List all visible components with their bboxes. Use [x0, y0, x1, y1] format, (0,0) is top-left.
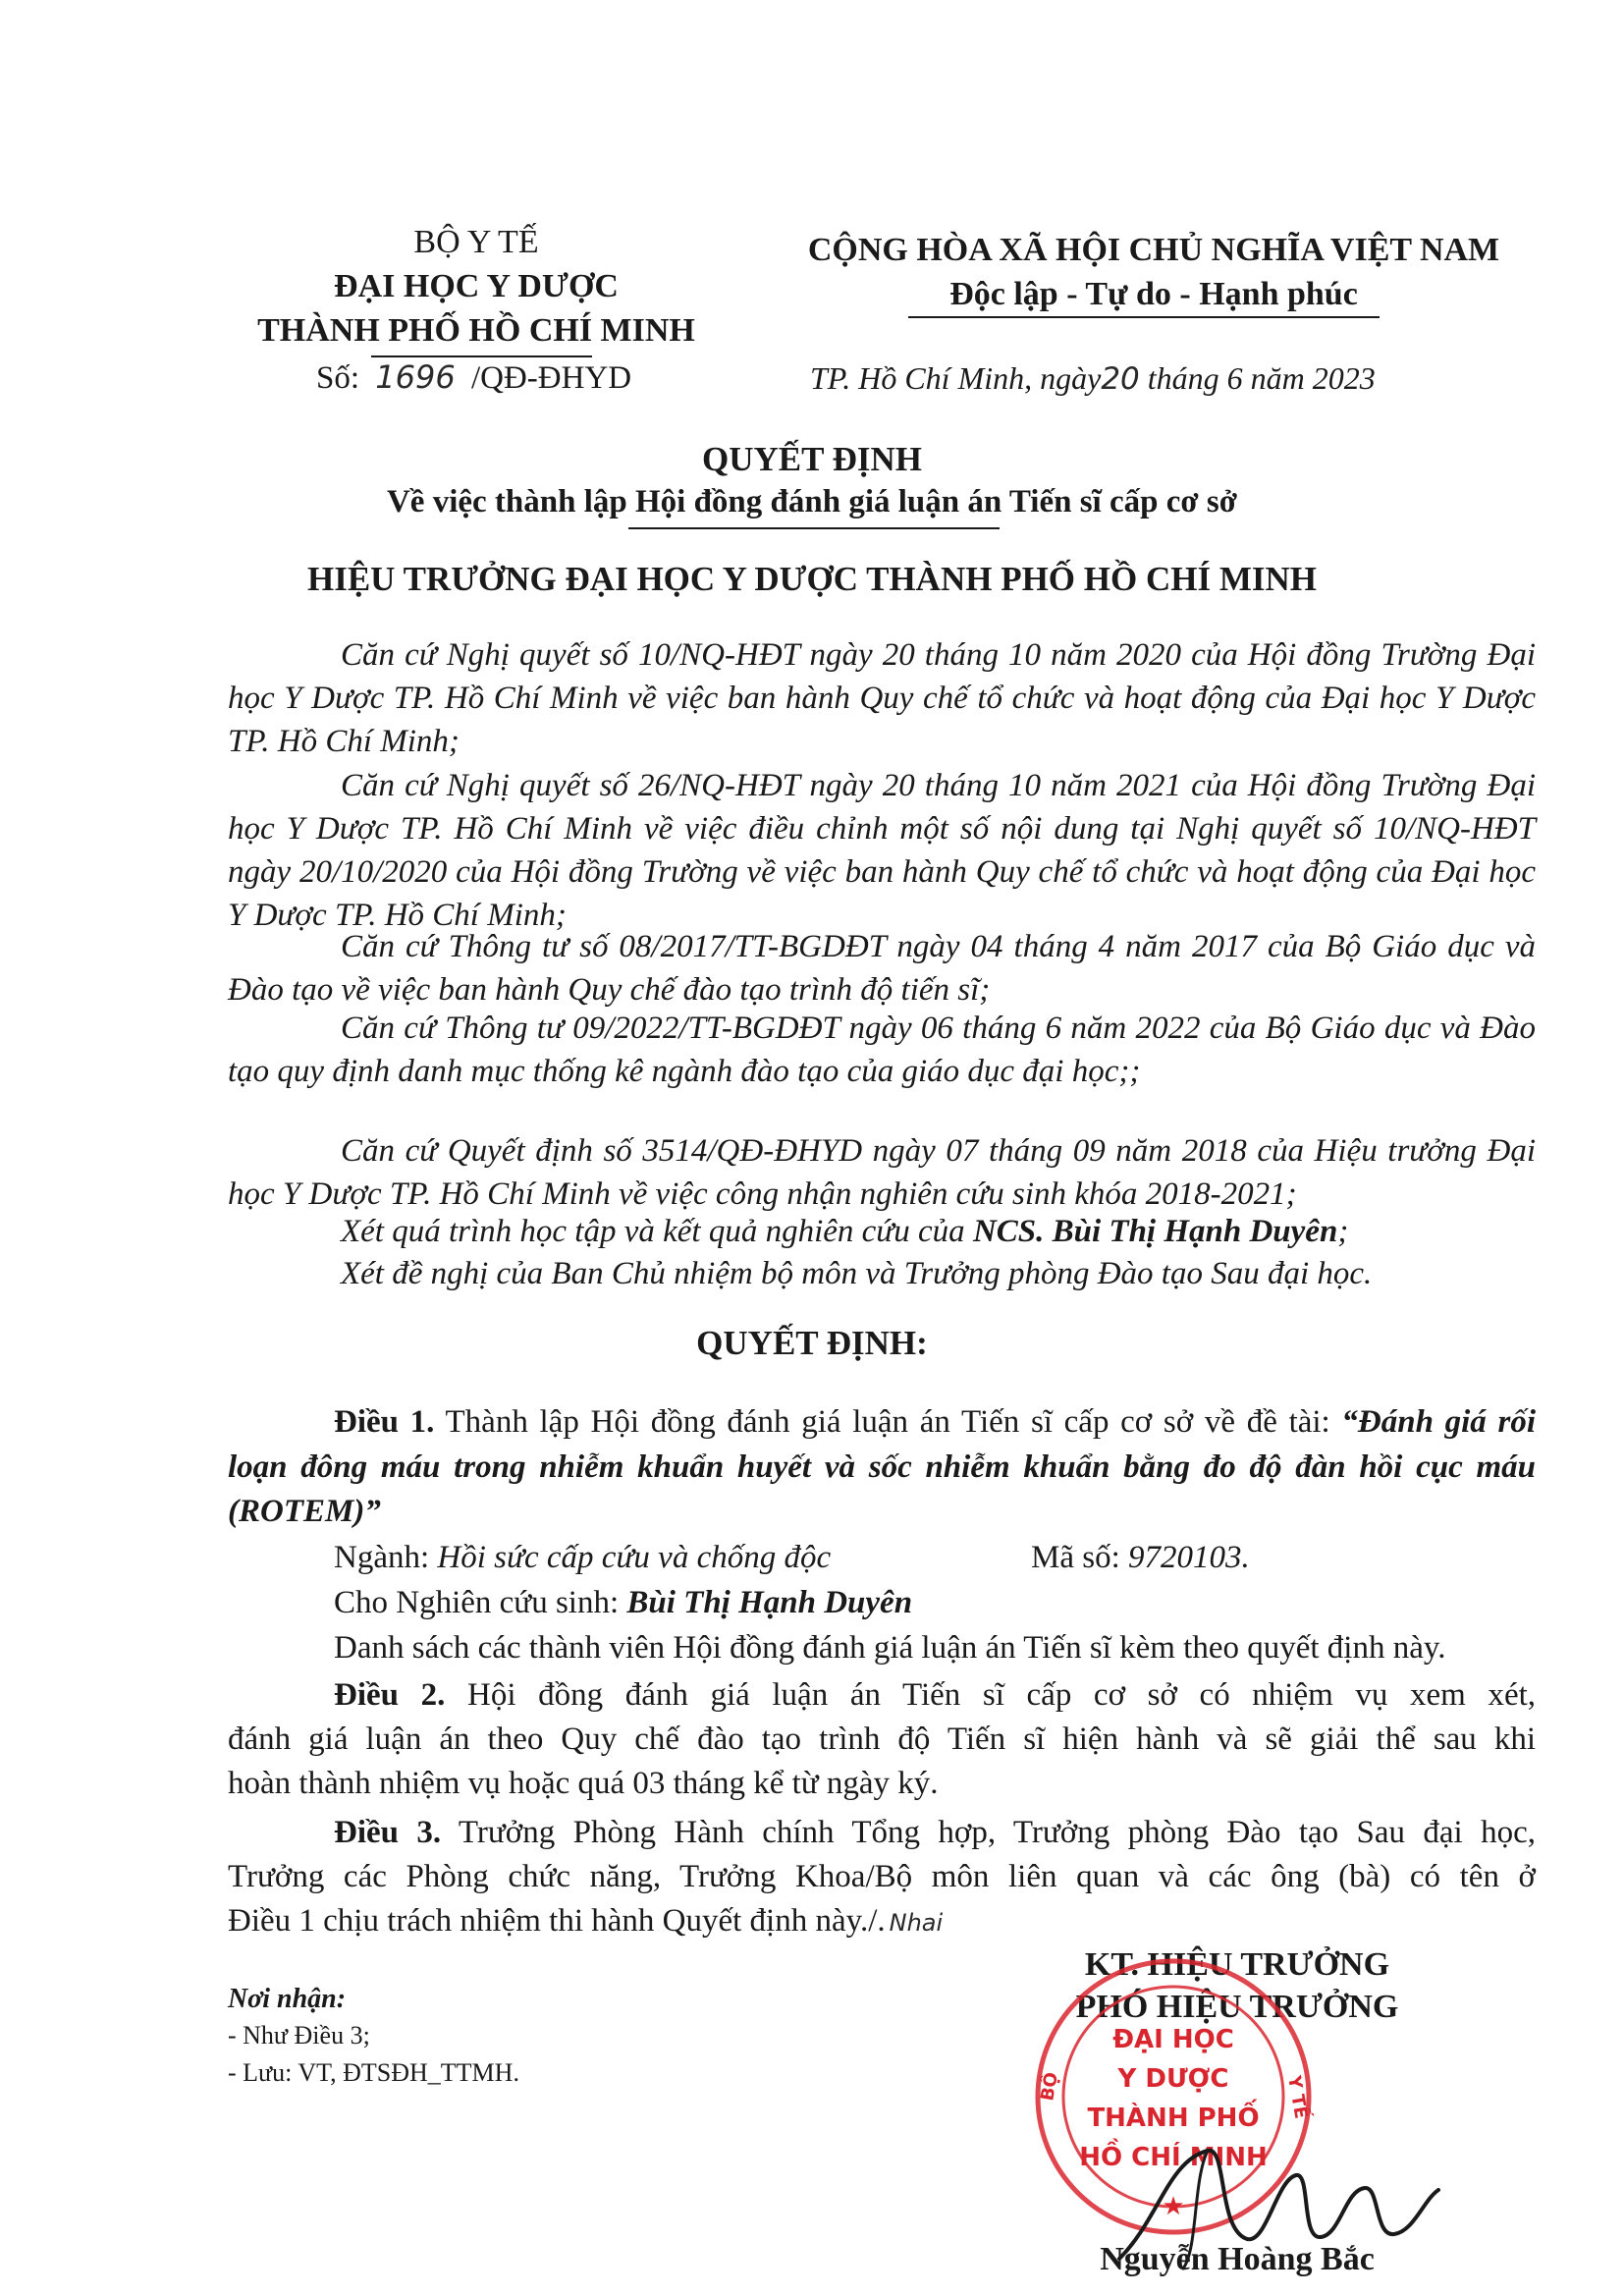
- candidate-name: NCS. Bùi Thị Hạnh Duyên: [972, 1214, 1338, 1249]
- article-3-line1: Điều 3. Trưởng Phòng Hành chính Tổng hợp, Trưởng phòng Đào tạo Sau đại học,: [334, 1815, 1537, 1850]
- university-name-line1: ĐẠI HỌC Y DƯỢC: [334, 268, 619, 304]
- legal-basis-2: Căn cứ Nghị quyết số 26/NQ-HĐT ngày 20 tháng 10 năm 2021 của Hội đồng Trường Đại học Y Dược TP. Hồ Chí Minh về việc điều chỉnh một số nội dung tại Nghị quyết số 10/NQ-HĐT ngày 20/10/2020 của Hội đồng Trường về việc ban hành Quy chế tổ chức và hoạt động của Đại học Y Dược TP. Hồ Chí Minh;: [228, 768, 1536, 933]
- issue-date: [810, 360, 1376, 397]
- document-subject: Về việc thành lập Hội đồng đánh giá luận án Tiến sĩ cấp cơ sở: [386, 484, 1238, 519]
- recipient-item: - Lưu: VT, ĐTSĐH_TTMH.: [228, 2058, 519, 2087]
- seal-right-arc: Y TẾ: [1283, 2074, 1312, 2121]
- seal-left-arc: BỘ: [1037, 2070, 1062, 2103]
- number-handwritten: 1696: [375, 358, 456, 396]
- thesis-topic-line2: loạn đông máu trong nhiễm khuẩn huyết và sốc nhiễm khuẩn bằng đo độ đàn hồi cục máu: [228, 1449, 1536, 1485]
- seal-text-line2: Y DƯỢC: [1117, 2064, 1229, 2094]
- article-2-line1: Điều 2. Hội đồng đánh giá luận án Tiến sĩ cấp cơ sở có nhiệm vụ xem xét,: [334, 1677, 1537, 1713]
- student-name: Bùi Thị Hạnh Duyên: [626, 1585, 913, 1620]
- national-motto: Độc lập - Tự do - Hạnh phúc: [949, 276, 1358, 312]
- ministry-name: BỘ Y TẾ: [413, 224, 539, 260]
- article-2-label: Điều 2.: [334, 1677, 446, 1713]
- student-field: Cho Nghiên cứu sinh: Bùi Thị Hạnh Duyên: [334, 1585, 913, 1620]
- recipient-item: - Như Điều 3;: [228, 2021, 370, 2050]
- article-3-line2: Trưởng các Phòng chức năng, Trưởng Khoa/Bộ môn liên quan và các ông (bà) có tên ở: [228, 1859, 1536, 1894]
- consideration-2: Xét đề nghị của Ban Chủ nhiệm bộ môn và Trưởng phòng Đào tạo Sau đại học.: [341, 1256, 1373, 1291]
- number-suffix: /QĐ-ĐHYD: [470, 360, 632, 396]
- decision-number: [316, 358, 631, 397]
- country-name: CỘNG HÒA XÃ HỘI CHỦ NGHĨA VIỆT NAM: [807, 232, 1500, 268]
- seal-text-line3: THÀNH PHỐ: [1087, 2104, 1260, 2133]
- article-3-label: Điều 3.: [334, 1815, 442, 1850]
- article-1-line1: Điều 1. Thành lập Hội đồng đánh giá luận án Tiến sĩ cấp cơ sở về đề tài: “Đánh giá rối: [334, 1404, 1536, 1440]
- article-2-line2: đánh giá luận án theo Quy chế đào tạo trình độ Tiến sĩ hiện hành và sẽ giải thể sau khi: [228, 1722, 1536, 1757]
- attached-list-note: Danh sách các thành viên Hội đồng đánh giá luận án Tiến sĩ kèm theo quyết định này.: [334, 1630, 1446, 1666]
- legal-basis-3: Căn cứ Thông tư số 08/2017/TT-BGDĐT ngày 04 tháng 4 năm 2017 của Bộ Giáo dục và Đào tạo về việc ban hành Quy chế đào tạo trình độ tiến sĩ;: [228, 929, 1536, 1008]
- handwritten-initial: Nhai: [889, 1909, 944, 1937]
- thesis-topic-start: “Đánh giá rối: [1341, 1404, 1536, 1440]
- article-2-line3: hoàn thành nhiệm vụ hoặc quá 03 tháng kể từ ngày ký.: [228, 1766, 939, 1801]
- motto-underline: [908, 316, 1380, 318]
- seal-star-icon: ★: [1162, 2192, 1185, 2220]
- date-suffix: tháng 6 năm 2023: [1147, 360, 1376, 396]
- major-code: Mã số: 9720103.: [1031, 1540, 1250, 1575]
- signer-title-line1: KT. HIỆU TRƯỞNG: [1084, 1946, 1390, 1983]
- seal-text-line1: ĐẠI HỌC: [1112, 2025, 1234, 2054]
- recipients-title: Nơi nhận:: [228, 1984, 347, 2014]
- legal-basis-5: Căn cứ Quyết định số 3514/QĐ-ĐHYD ngày 07 tháng 09 năm 2018 của Hiệu trưởng Đại học Y Dược TP. Hồ Chí Minh về việc công nhận nghiên cứu sinh khóa 2018-2021;: [228, 1133, 1536, 1212]
- article-1-label: Điều 1.: [334, 1404, 435, 1440]
- code-value: 9720103.: [1128, 1540, 1250, 1575]
- major-value: Hồi sức cấp cứu và chống độc: [437, 1540, 832, 1575]
- date-day: 20: [1101, 361, 1140, 397]
- major-field: Ngành: Hồi sức cấp cứu và chống độc: [334, 1540, 832, 1575]
- decision-heading: QUYẾT ĐỊNH:: [696, 1324, 928, 1362]
- date-prefix: TP. Hồ Chí Minh, ngày: [810, 360, 1102, 396]
- signer-title-line2: PHÓ HIỆU TRƯỞNG: [1075, 1989, 1399, 2025]
- consideration-1: Xét quá trình học tập và kết quả nghiên cứu của NCS. Bùi Thị Hạnh Duyên;: [341, 1214, 1349, 1249]
- subject-underline: [628, 527, 1000, 529]
- document-heading: QUYẾT ĐỊNH: [702, 440, 922, 478]
- thesis-topic-line3: (ROTEM)”: [228, 1494, 381, 1529]
- legal-basis-1: Căn cứ Nghị quyết số 10/NQ-HĐT ngày 20 tháng 10 năm 2020 của Hội đồng Trường Đại học Y Dược TP. Hồ Chí Minh về việc ban hành Quy chế tổ chức và hoạt động của Đại học Y Dược TP. Hồ Chí Minh;: [228, 637, 1536, 759]
- issuing-authority: HIỆU TRƯỞNG ĐẠI HỌC Y DƯỢC THÀNH PHỐ HỒ CHÍ MINH: [306, 560, 1317, 598]
- signer-name: Nguyễn Hoàng Bắc: [1100, 2241, 1375, 2277]
- article-3-line3: Điều 1 chịu trách nhiệm thi hành Quyết định này./. Nhai: [228, 1903, 944, 1939]
- number-prefix: Số:: [316, 360, 360, 396]
- seal-text-line4: HỒ CHÍ MINH: [1079, 2143, 1268, 2172]
- header-left-divider: [371, 355, 592, 357]
- university-name-line2: THÀNH PHỐ HỒ CHÍ MINH: [257, 312, 695, 349]
- legal-basis-4: Căn cứ Thông tư 09/2022/TT-BGDĐT ngày 06 tháng 6 năm 2022 của Bộ Giáo dục và Đào tạo quy định danh mục thống kê ngành đào tạo của giáo dục đại học;;: [228, 1011, 1536, 1089]
